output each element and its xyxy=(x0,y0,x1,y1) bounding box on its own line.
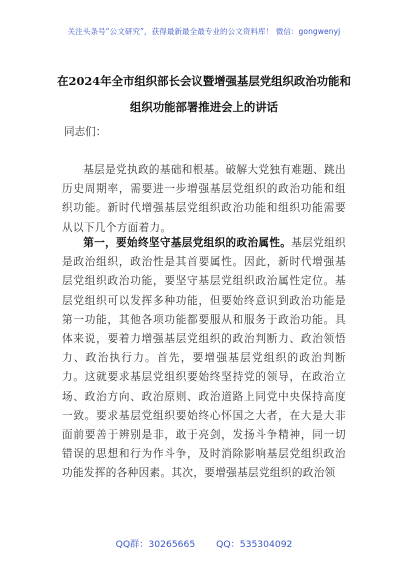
header-banner: 关注头条号“公文研究”，获得最新最全最专业的公文资料库！ 微信：gongwenyj xyxy=(67,27,341,36)
title-line-2: 组织功能部署推进会上的讲话 xyxy=(129,100,279,114)
document-title xyxy=(30,68,378,120)
salutation: 同志们： xyxy=(64,126,107,138)
paragraph-2 xyxy=(62,234,346,484)
title-line-1: 在2024年全市组织部长会议暨增强基层党组织政治功能和 xyxy=(57,74,351,88)
footer-contacts xyxy=(0,536,408,550)
paragraph-2-body: 基层党组织是政治组织，政治性是其首要属性。因此，新时代增强基层党组织政治功能，要坚守基层党组织政治属性定位。基层党组织可以发挥多种功能，但要始终意识到政治功能是第一功能，其他各项功能都要服从和服务于政治功能。具体来说，要着力增强基层党组织的政治判断力、政治领悟力、政治执行力。首先，要增强基层党组织的政治判断力。这就要求基层党组织要始终坚持党的领导，在政治立场、政治方向、政治原则、政治道路上同党中央保持高度一致。要求基层党组织要始终心怀国之大者，在大是大非面前要善于辨别是非，敢于亮剑，发扬斗争精神，同一切错误的思想和行为作斗争，及时消除影响基层党组织政治功能发挥的各种因素。其次，要增强基层党组织的政治领 xyxy=(62,237,346,480)
footer-qq-group: QQ群：30265665 xyxy=(115,539,196,550)
paragraph-1: 基层是党执政的基础和根基。破解大党独有难题、跳出历史周期率，需要进一步增强基层党组织的政治功能和组织功能。新时代增强基层党组织政治功能和组织功能需要从以下几个方面着力。 xyxy=(62,164,346,234)
footer-qq: QQ：535304092 xyxy=(216,539,293,550)
paragraph-2-lead: 第一，要始终坚守基层党组织的政治属性。 xyxy=(83,237,292,249)
